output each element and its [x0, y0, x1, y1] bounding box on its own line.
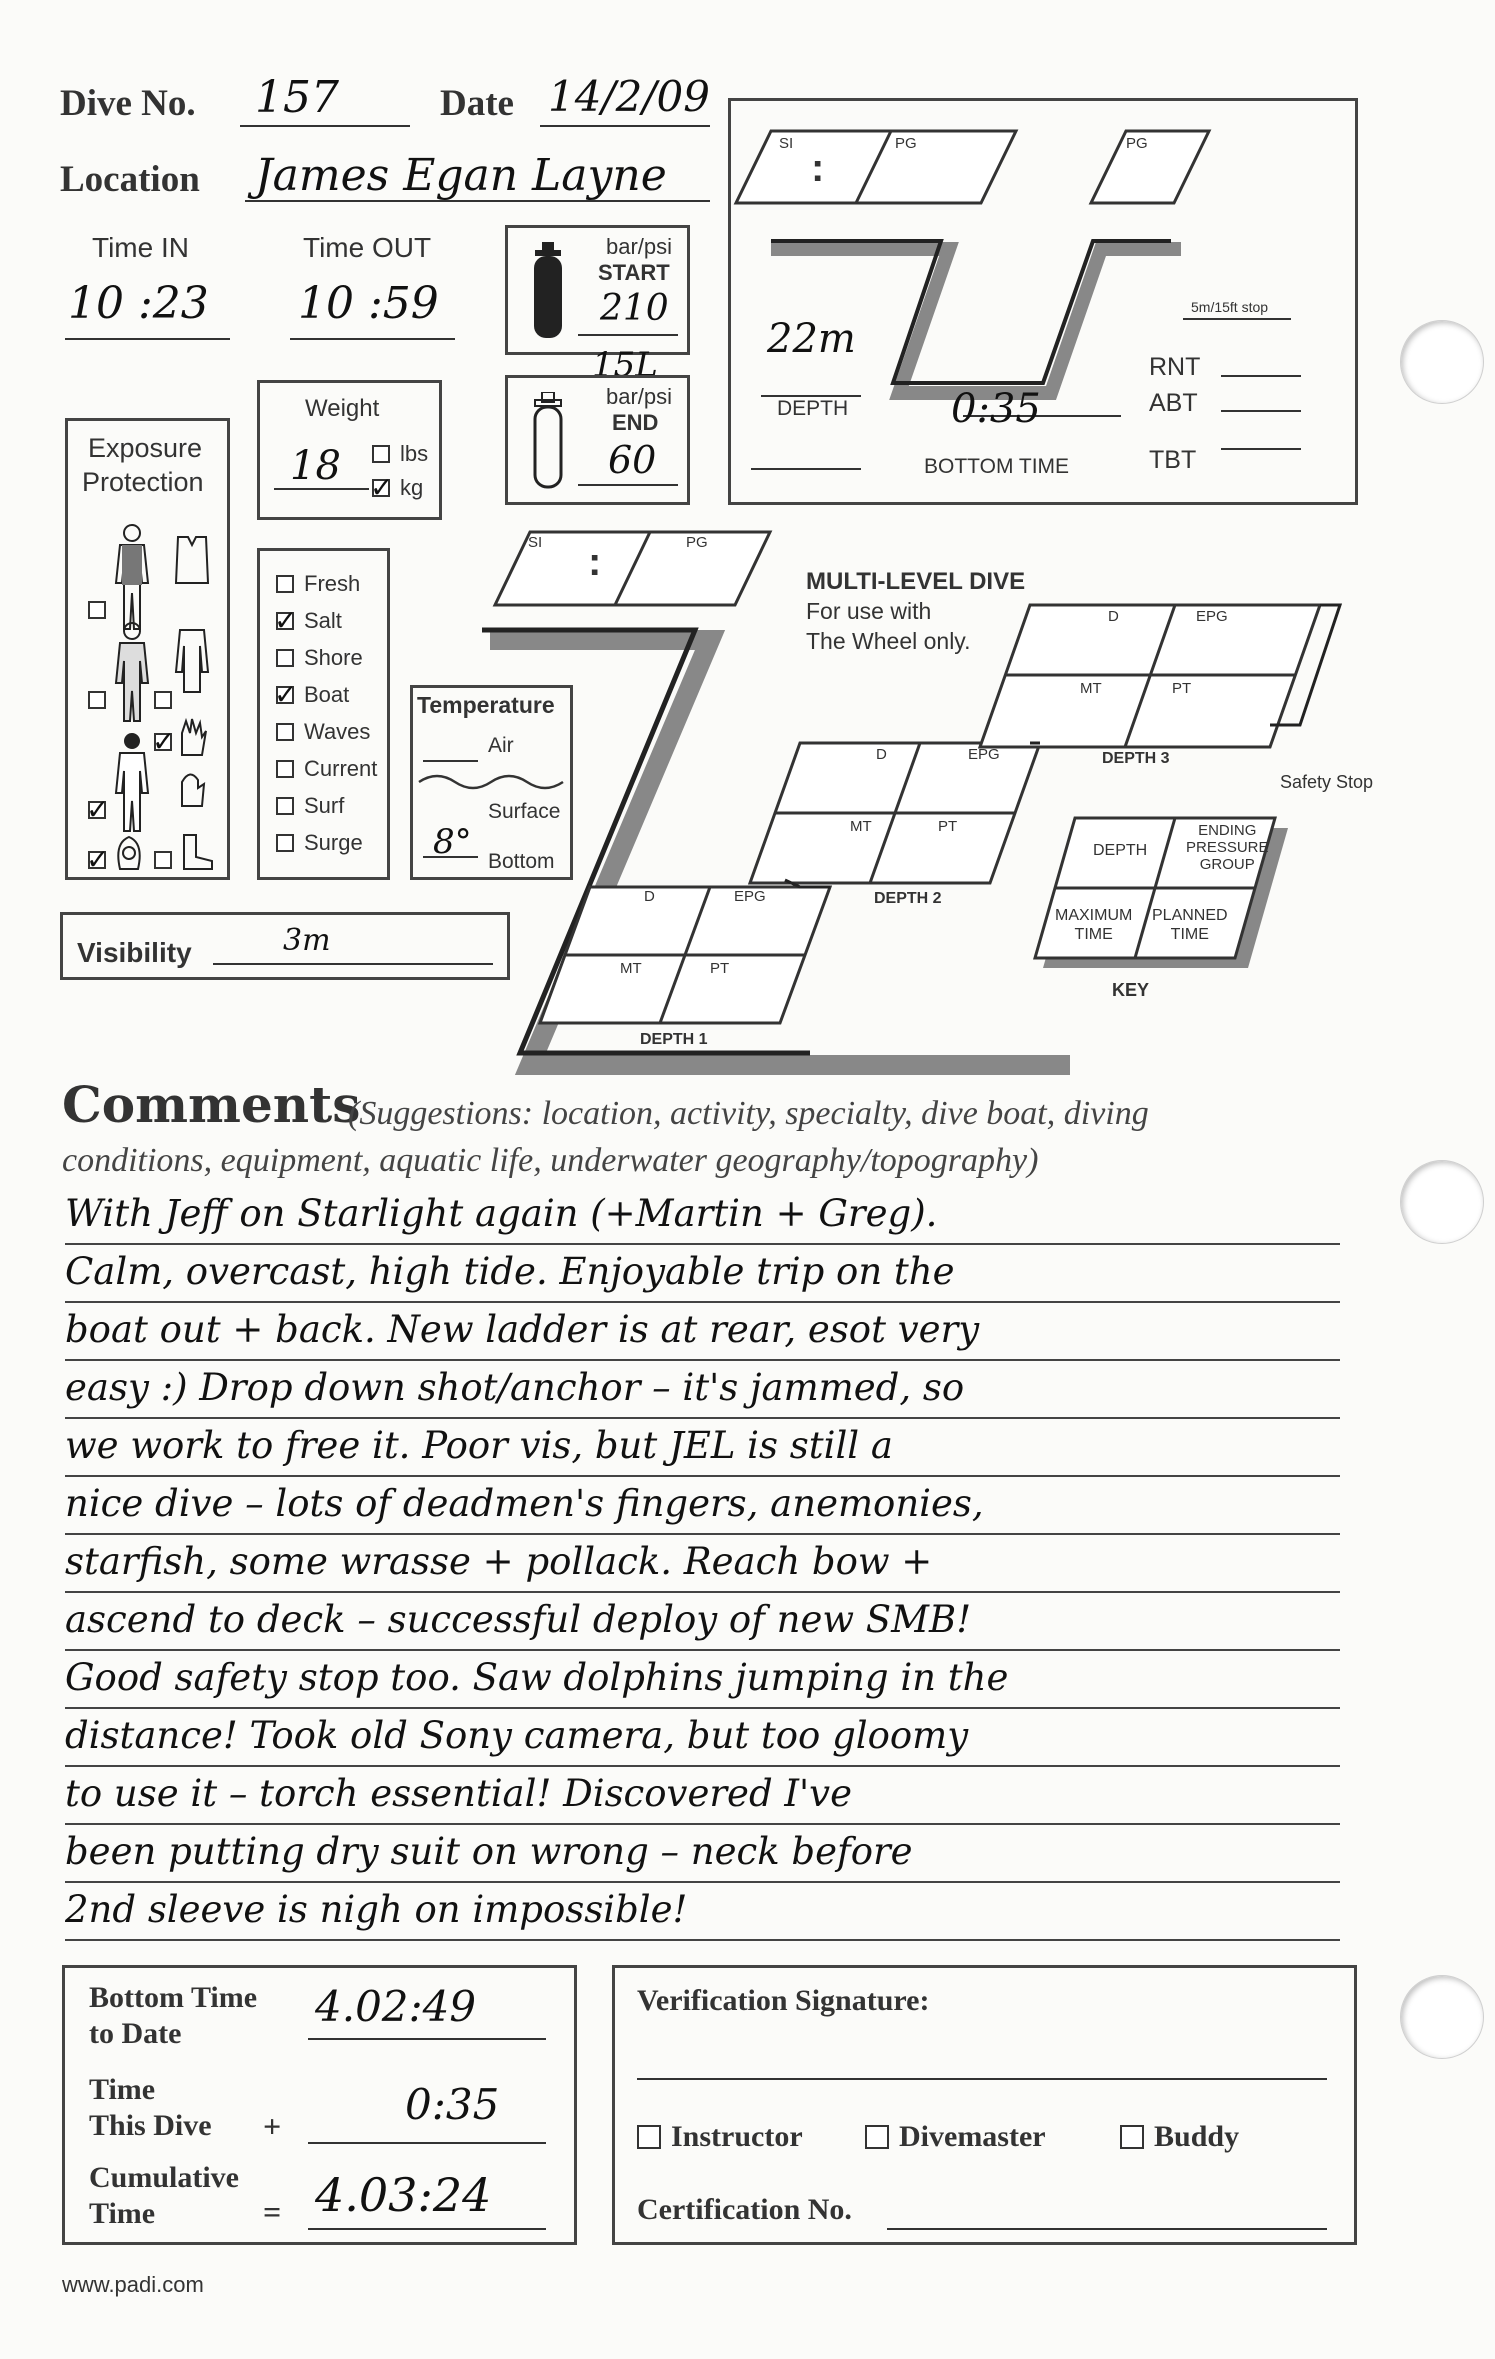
time-in-value[interactable]: 10 :23 [68, 278, 209, 329]
conditions-box [257, 548, 390, 880]
comment-line[interactable]: been putting dry suit on wrong – neck before [65, 1823, 1340, 1883]
instructor-checkbox[interactable] [637, 2125, 661, 2149]
buddy-checkbox[interactable] [1120, 2125, 1144, 2149]
fresh-label: Fresh [304, 571, 361, 596]
exposure-checkbox-full[interactable] [88, 691, 106, 709]
comment-line[interactable]: ascend to deck – successful deploy of new SMB! [65, 1591, 1340, 1651]
exposure-checkbox-gloves[interactable]: ✓ [152, 725, 176, 758]
time-this-dive-label [89, 2072, 212, 2144]
weight-box [257, 380, 442, 520]
comment-line[interactable]: nice dive – lots of deadmen's fingers, anemonies, [65, 1475, 1340, 1535]
time-out-value[interactable]: 10 :59 [298, 278, 439, 329]
tank-end-box [505, 375, 690, 505]
d1-mt-label: MT [620, 960, 642, 977]
tank-size-note: 15L [592, 345, 658, 385]
shorty-wetsuit-icon [110, 523, 155, 633]
profile-safety-stop-label: 5m/15ft stop [1191, 299, 1269, 315]
rnt-label: RNT [1149, 353, 1201, 381]
waves-checkbox[interactable] [276, 723, 294, 741]
key-mt-label [1055, 906, 1132, 944]
profile-si-label: SI [779, 135, 794, 152]
divemaster-label: Divemaster [899, 2120, 1046, 2153]
weight-label: Weight [305, 395, 380, 422]
totals-box [62, 1965, 577, 2245]
bottom-time-to-date-value[interactable]: 4.02:49 [315, 1982, 477, 2031]
exposure-checkbox-shorty[interactable] [88, 601, 106, 619]
weight-option-lbs[interactable] [372, 441, 428, 467]
exposure-checkbox-jacket[interactable] [154, 691, 172, 709]
weight-option-kg[interactable] [370, 471, 424, 504]
dive-no-value[interactable]: 157 [255, 72, 339, 123]
multilevel-title: MULTI-LEVEL DIVE [806, 568, 1026, 595]
date-value[interactable]: 14/2/09 [548, 72, 710, 121]
location-value[interactable]: James Egan Layne [255, 150, 667, 201]
divemaster-checkbox[interactable] [865, 2125, 889, 2149]
current-checkbox[interactable] [276, 760, 294, 778]
air-label: Air [488, 734, 514, 757]
d1-epg-label: EPG [734, 888, 766, 905]
comment-line[interactable]: boat out + back. New ladder is at rear, esot very [65, 1301, 1340, 1361]
drysuit-icon [110, 731, 155, 836]
cumulative-time-label [89, 2160, 239, 2232]
profile-pg-label: PG [895, 135, 917, 152]
cumulative-time-line-2: Time [89, 2197, 156, 2230]
weight-value[interactable]: 18 [290, 443, 341, 489]
d2-mt-label: MT [850, 818, 872, 835]
salt-checkbox[interactable]: ✓ [274, 604, 298, 637]
end-unit-label: bar/psi [606, 384, 673, 409]
comment-line[interactable]: easy :) Drop down shot/anchor – it's jammed, so [65, 1359, 1340, 1419]
condition-shore[interactable] [276, 645, 363, 671]
exposure-box [65, 418, 230, 880]
boat-label: Boat [304, 682, 350, 707]
equals-sign: = [263, 2194, 282, 2230]
comment-line[interactable]: Calm, overcast, high tide. Enjoyable trip on the [65, 1243, 1340, 1303]
verification-title: Verification Signature: [637, 1984, 930, 2017]
depth2-label: DEPTH 2 [874, 890, 942, 907]
d1-pt-label: PT [710, 960, 730, 977]
condition-fresh[interactable] [276, 571, 360, 597]
current-label: Current [304, 756, 378, 781]
dive-no-label: Dive No. [60, 83, 196, 124]
d3-pt-label: PT [1172, 680, 1192, 697]
d3-epg-label: EPG [1196, 608, 1228, 625]
plus-sign: + [263, 2108, 282, 2144]
footer-url: www.padi.com [62, 2272, 204, 2297]
key-epg-line-2: PRESSURE [1186, 839, 1269, 856]
waves-label: Waves [304, 719, 371, 744]
comments-heading: Comments [62, 1075, 361, 1134]
cumulative-time-value[interactable]: 4.03:24 [315, 2168, 492, 2222]
verify-buddy[interactable] [1120, 2120, 1239, 2154]
dive-profile-box [728, 98, 1358, 505]
multilevel-si-label: SI [528, 534, 543, 551]
signature-line[interactable] [637, 2028, 1327, 2080]
bottom-temp-value[interactable]: 8° [433, 822, 472, 862]
d2-d-label: D [876, 746, 887, 763]
bottom-temp-label: Bottom [488, 850, 555, 873]
comments-hint-1: (Suggestions: location, activity, specialty, dive boat, diving [348, 1095, 1149, 1132]
full-wetsuit-icon [110, 621, 155, 726]
visibility-value[interactable]: 3m [283, 923, 331, 958]
salt-label: Salt [304, 608, 342, 633]
hood-icon [112, 833, 146, 873]
certification-label: Certification No. [637, 2193, 852, 2226]
time-this-dive-line-2: This Dive [89, 2109, 212, 2142]
key-mt-line-2: TIME [1074, 926, 1113, 943]
start-unit-label: bar/psi [606, 234, 673, 259]
surf-checkbox[interactable] [276, 797, 294, 815]
d2-epg-label: EPG [968, 746, 1000, 763]
key-mt-line-1: MAXIMUM [1055, 907, 1133, 924]
condition-current[interactable] [276, 756, 377, 782]
verify-divemaster[interactable] [865, 2120, 1046, 2154]
surge-checkbox[interactable] [276, 834, 294, 852]
profile-pg2-label: PG [1126, 135, 1148, 152]
d1-d-label: D [644, 888, 655, 905]
key-pt-label [1152, 906, 1228, 944]
surf-label: Surf [304, 793, 345, 818]
exposure-label-2: Protection [82, 467, 204, 497]
key-pt-line-1: PLANNED [1152, 907, 1228, 924]
exposure-checkbox-hood[interactable]: ✓ [86, 843, 110, 876]
condition-surf[interactable] [276, 793, 344, 819]
tank-empty-icon [530, 392, 566, 490]
certification-line[interactable] [887, 2186, 1327, 2230]
condition-boat[interactable] [274, 678, 350, 711]
fresh-checkbox[interactable] [276, 575, 294, 593]
verification-box [612, 1965, 1357, 2245]
comment-line[interactable]: we work to free it. Poor vis, but JEL is still a [65, 1417, 1340, 1477]
comment-line[interactable]: Good safety stop too. Saw dolphins jumping in the [65, 1649, 1340, 1709]
exposure-checkbox-drysuit[interactable]: ✓ [86, 793, 110, 826]
depth-label: DEPTH [777, 397, 849, 420]
visibility-label: Visibility [77, 937, 192, 968]
key-epg-label [1186, 822, 1269, 873]
comment-line[interactable]: 2nd sleeve is nigh on impossible! [65, 1881, 1340, 1941]
kg-label: kg [400, 475, 424, 500]
surface-label: Surface [488, 800, 561, 823]
gloves-icon [176, 715, 208, 760]
exposure-label-1: Exposure [88, 433, 203, 463]
multilevel-pg-label: PG [686, 534, 708, 551]
bottom-time-to-date-line-2: to Date [89, 2017, 182, 2050]
depth1-label: DEPTH 1 [640, 1031, 708, 1048]
comment-line[interactable]: to use it – torch essential! Discovered I've [65, 1765, 1340, 1825]
key-epg-line-3: GROUP [1199, 856, 1255, 873]
safety-stop-label: Safety Stop [1280, 772, 1374, 792]
key-epg-line-1: ENDING [1198, 822, 1257, 839]
condition-surge[interactable] [276, 830, 363, 856]
start-value[interactable]: 210 [600, 288, 669, 329]
exposure-checkbox-boots[interactable] [154, 851, 172, 869]
visibility-line [213, 927, 493, 965]
profile-si-colon: : [811, 146, 825, 190]
comment-line[interactable]: distance! Took old Sony camera, but too gloomy [65, 1707, 1340, 1767]
time-this-dive-value[interactable]: 0:35 [405, 2080, 500, 2129]
date-label: Date [440, 83, 514, 124]
verify-instructor[interactable] [637, 2120, 803, 2154]
boat-checkbox[interactable]: ✓ [274, 678, 298, 711]
key-pt-line-2: TIME [1170, 926, 1209, 943]
condition-salt[interactable] [274, 604, 342, 637]
d3-d-label: D [1108, 608, 1119, 625]
multilevel-subtitle-1: For use with [806, 598, 932, 624]
bottom-time-to-date-label [89, 1980, 257, 2052]
condition-waves[interactable] [276, 719, 370, 745]
bottom-time-to-date-line-1: Bottom Time [89, 1981, 258, 2014]
shore-checkbox[interactable] [276, 649, 294, 667]
buddy-label: Buddy [1154, 2120, 1240, 2153]
shore-label: Shore [304, 645, 363, 670]
abt-label: ABT [1149, 389, 1198, 417]
tank-start-box [505, 225, 690, 355]
visibility-box [60, 912, 510, 980]
multilevel-si-colon: : [588, 540, 602, 584]
tank-full-icon [530, 242, 566, 340]
comment-line[interactable]: starfish, some wrasse + pollack. Reach bow + [65, 1533, 1340, 1593]
binder-hole-middle [1400, 1160, 1484, 1244]
cumulative-time-line-1: Cumulative [89, 2161, 239, 2194]
temperature-label: Temperature [417, 692, 555, 718]
boots-icon [176, 831, 216, 873]
d2-pt-label: PT [938, 818, 958, 835]
comment-line[interactable]: With Jeff on Starlight again (+Martin + Greg). [65, 1185, 1340, 1245]
bottom-time-label: BOTTOM TIME [924, 455, 1070, 478]
time-this-dive-line-1: Time [89, 2073, 156, 2106]
multilevel-subtitle-2: The Wheel only. [806, 628, 971, 654]
lbs-checkbox[interactable] [372, 445, 390, 463]
end-value[interactable]: 60 [608, 438, 657, 482]
binder-hole-bottom [1400, 1975, 1484, 2059]
binder-hole-top [1400, 320, 1484, 404]
lbs-label: lbs [400, 441, 429, 466]
d3-mt-label: MT [1080, 680, 1102, 697]
jacket-icon [172, 626, 212, 696]
time-in-label: Time IN [92, 232, 189, 263]
depth3-label: DEPTH 3 [1102, 750, 1170, 767]
depth-value[interactable]: 22m [767, 316, 856, 362]
start-label: START [598, 260, 670, 285]
surge-label: Surge [304, 830, 363, 855]
key-title: KEY [1112, 980, 1150, 1000]
key-depth-label: DEPTH [1093, 842, 1148, 859]
instructor-label: Instructor [671, 2120, 803, 2153]
vest-icon [172, 533, 212, 588]
location-label: Location [60, 159, 200, 200]
bottom-time-value[interactable]: 0:35 [951, 386, 1041, 432]
time-out-label: Time OUT [303, 232, 432, 263]
kg-checkbox[interactable]: ✓ [370, 471, 394, 504]
end-label: END [612, 410, 659, 435]
tbt-label: TBT [1149, 446, 1197, 474]
mitts-icon [176, 766, 208, 811]
comments-hint-2: conditions, equipment, aquatic life, underwater geography/topography) [62, 1142, 1039, 1179]
